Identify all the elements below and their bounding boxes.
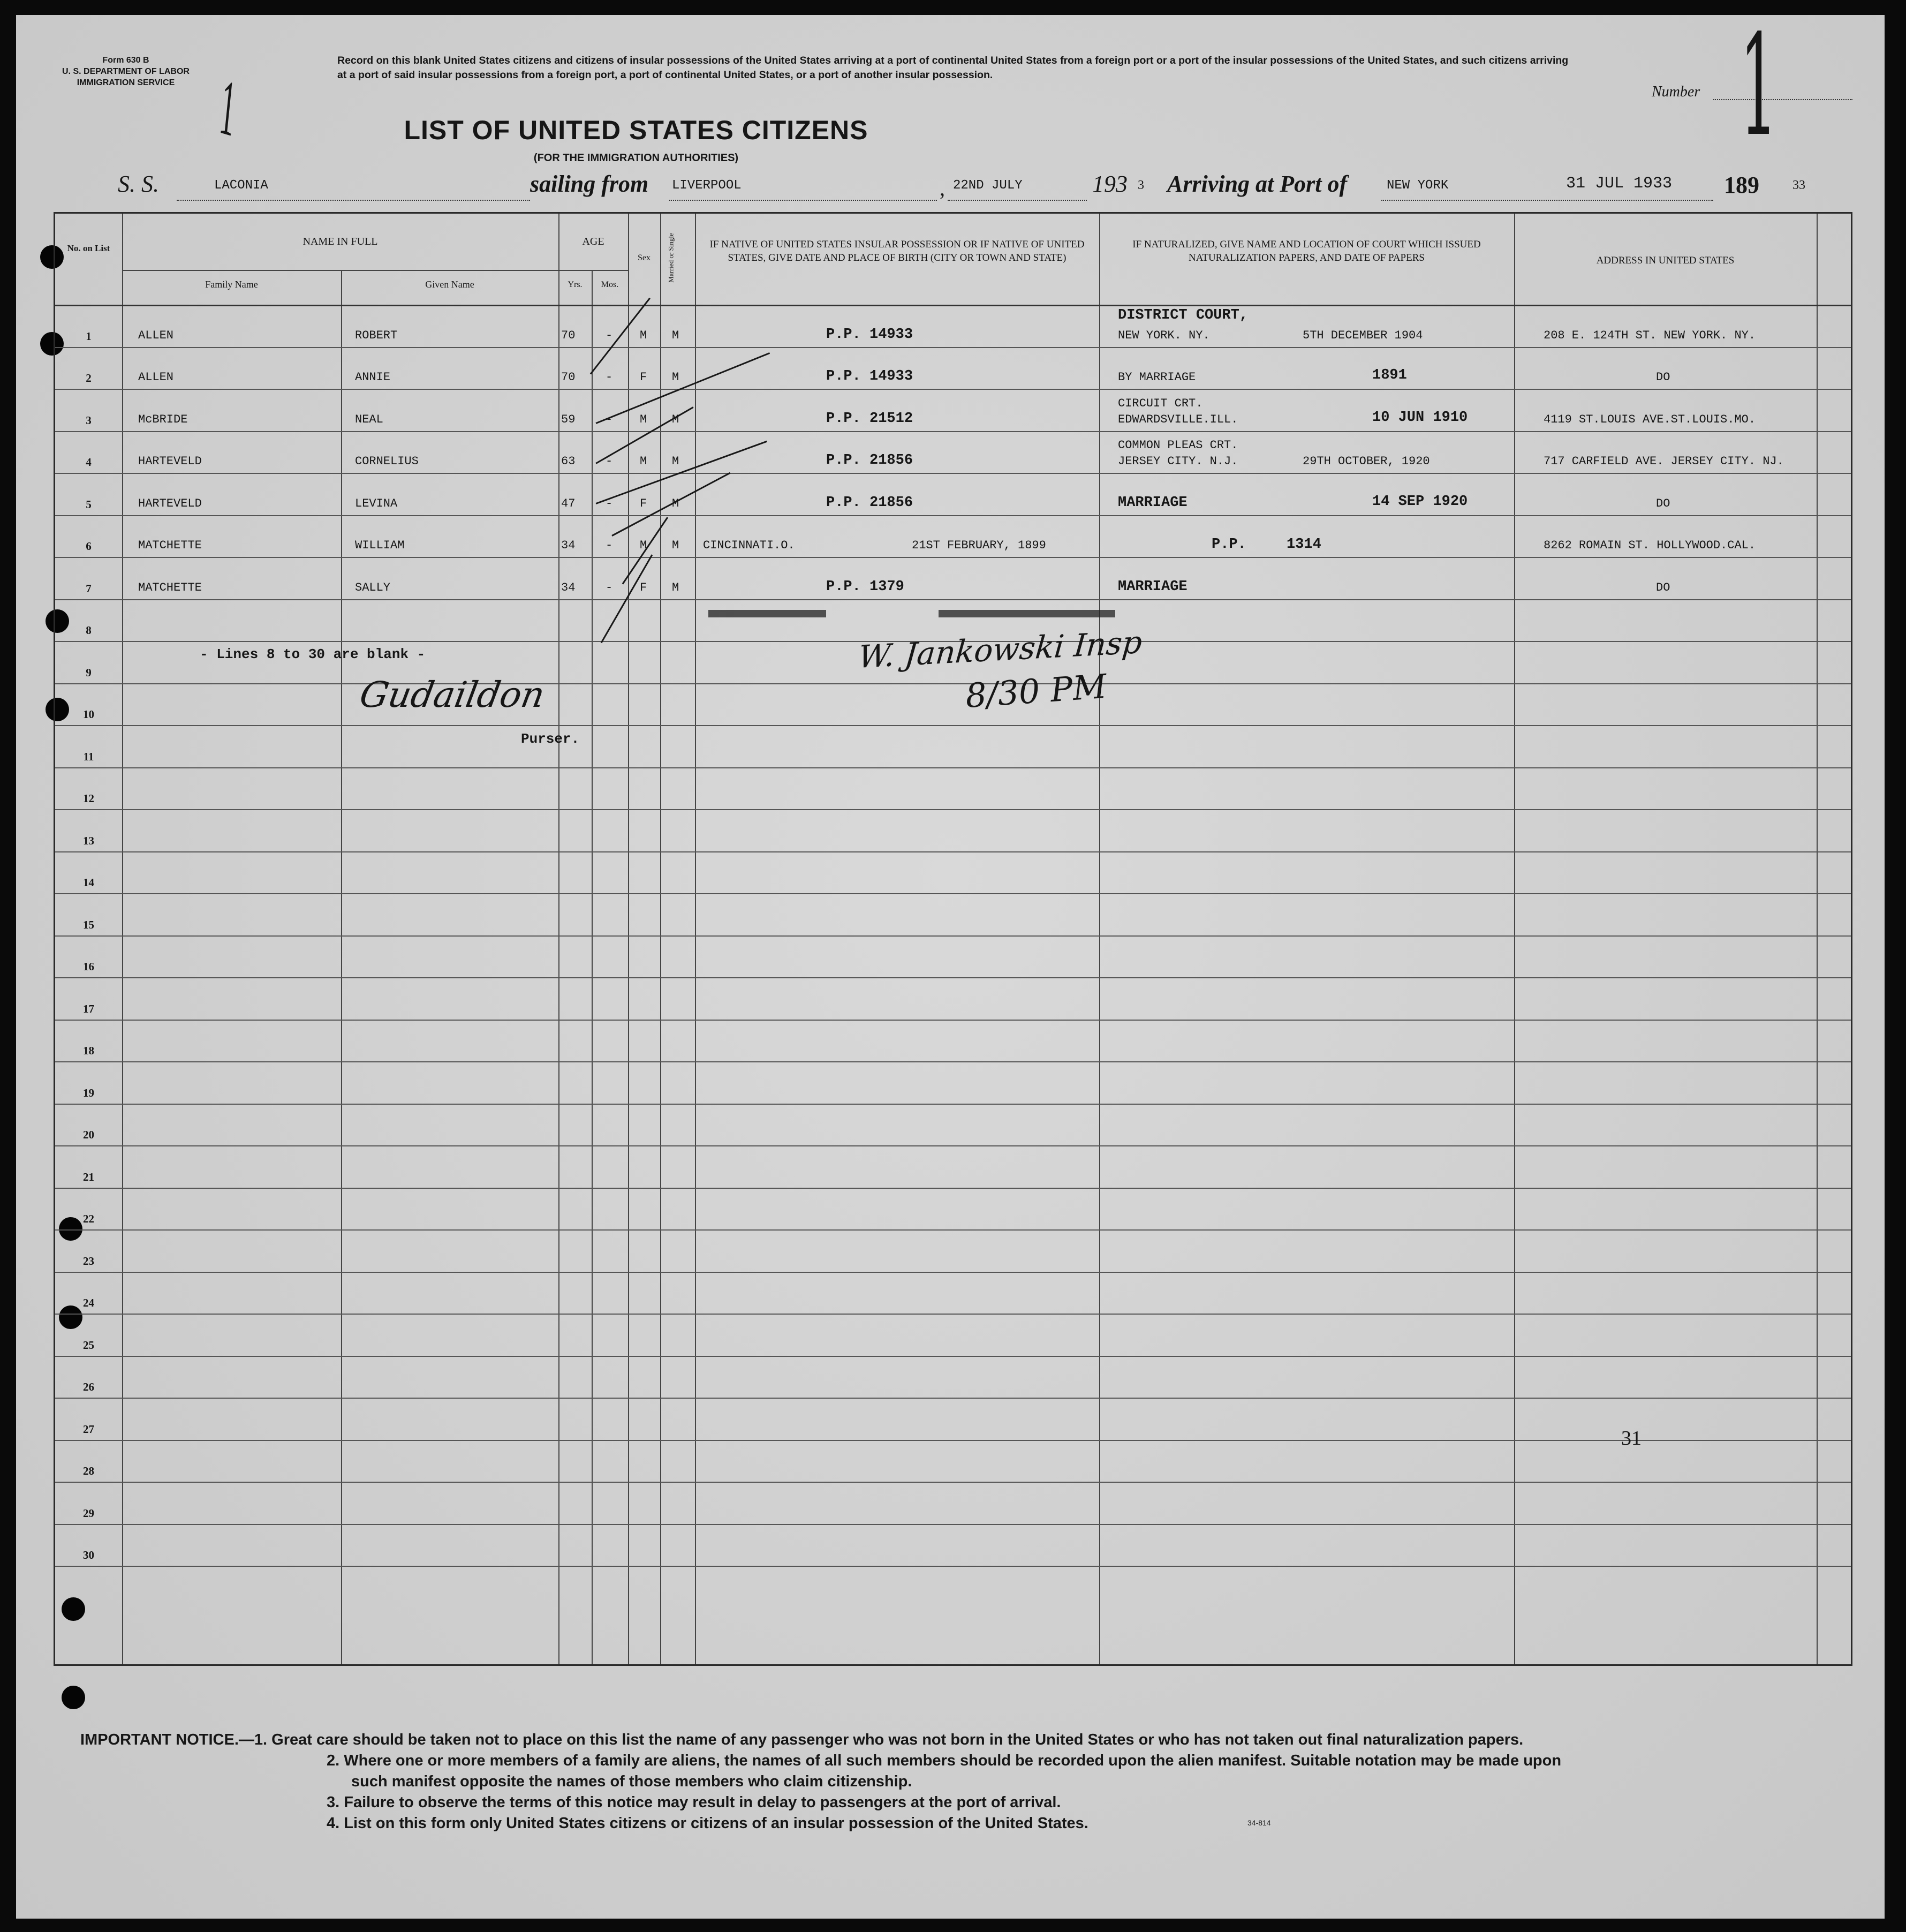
ship-name: LACONIA (214, 178, 268, 193)
row-line (55, 1356, 1851, 1357)
native-date-cell: 21ST FEBRUARY, 1899 (912, 539, 1046, 552)
sex-cell: M (640, 539, 647, 552)
line-number: 2 (86, 372, 92, 384)
corner-mark: 1 (219, 62, 237, 154)
comma: , (940, 176, 945, 200)
age-months-cell: - (606, 580, 613, 594)
court-location-cell: NEW YORK. NY. (1118, 328, 1210, 342)
form-id-block (37, 55, 214, 88)
row-line (55, 893, 1851, 894)
col-divider (341, 270, 342, 1664)
native-cell: P.P. 14933 (826, 326, 913, 343)
col-given: Given Name (425, 279, 474, 290)
given-name-cell: WILLIAM (355, 539, 405, 552)
marital-cell: M (672, 328, 679, 342)
form-title: LIST OF UNITED STATES CITIZENS (404, 115, 868, 145)
row-line (55, 515, 1851, 516)
line-number: 1 (86, 329, 92, 343)
year-prefix: 193 (1092, 171, 1128, 197)
col-age: AGE (582, 236, 604, 247)
col-name: NAME IN FULL (302, 236, 378, 247)
row-line (55, 473, 1851, 474)
native-cell: P.P. 21856 (826, 452, 913, 469)
notice-item-2: 2. Where one or more members of a family are aliens, the names of all such members should be recorded upon the alien manifest. Suitable notation may be made upon (327, 1752, 1562, 1769)
manifest-page (16, 15, 1885, 1919)
row-line (55, 1440, 1851, 1441)
line-number: 17 (83, 1002, 94, 1015)
court-date-cell: 5TH DECEMBER 1904 (1303, 328, 1423, 342)
row-line (55, 1482, 1851, 1483)
arriving-label: Arriving at Port of (1167, 171, 1348, 197)
age-sub-divider (558, 270, 628, 271)
year-suffix: 33 (1792, 178, 1805, 192)
arrival-stamp: 31 JUL 1933 (1566, 175, 1673, 193)
intro-text: Record on this blank United States citizens and citizens of insular possessions of the United States arriving at a port of continental United States from a foreign port or a port of the insular possessions of the United States, and such citizens arriving at a port of said insular possessions from a foreign port, a port of continental United States, or a port of another insular possession. (337, 55, 1569, 81)
sex-cell: M (640, 455, 647, 468)
print-code: 34-814 (1247, 1818, 1271, 1827)
native-cell: P.P. 21856 (826, 494, 913, 511)
number-line (1713, 99, 1852, 100)
row-line (55, 1061, 1851, 1062)
native-cell: P.P. 14933 (826, 368, 913, 384)
age-years-cell: 34 (561, 539, 576, 552)
court-location-cell: P.P. (1212, 537, 1246, 553)
col-native: IF NATIVE OF UNITED STATES INSULAR POSSESSION OR IF NATIVE OF UNITED STATES, GIVE DATE AND PLACE OF BIRTH (CITY OR TOWN AND STATE) (709, 239, 1085, 263)
address-cell: 208 E. 124TH ST. NEW YORK. NY. (1544, 328, 1756, 342)
address-cell: DO (1656, 580, 1670, 594)
given-name-cell: CORNELIUS (355, 455, 419, 468)
col-no: No. on List (67, 243, 110, 253)
row-line (55, 851, 1851, 852)
row-line (55, 1398, 1851, 1399)
address-cell: 8262 ROMAIN ST. HOLLYWOOD.CAL. (1544, 539, 1756, 552)
marital-cell: M (672, 455, 679, 468)
age-years-cell: 59 (561, 412, 576, 426)
row-line (55, 1229, 1851, 1231)
form-number: Form 630 B (102, 56, 149, 65)
court-date-cell: 1314 (1287, 537, 1321, 553)
year-printed: 189 (1724, 172, 1759, 198)
row-line (55, 1566, 1851, 1567)
address-cell: 4119 ST.LOUIS AVE.ST.LOUIS.MO. (1544, 412, 1756, 426)
age-years-cell: 34 (561, 580, 576, 594)
year-prefix-fill: 3 (1138, 178, 1144, 192)
line-number: 12 (83, 792, 94, 805)
line-number: 5 (86, 497, 92, 511)
line-number: 16 (83, 960, 94, 973)
court-date-cell: 29TH OCTOBER, 1920 (1303, 455, 1430, 468)
family-name-cell: HARTEVELD (138, 455, 202, 468)
notice-item-4: 4. List on this form only United States citizens or citizens of an insular possession of the United States. (327, 1815, 1088, 1832)
age-years-cell: 63 (561, 455, 576, 468)
given-name-cell: ANNIE (355, 371, 391, 384)
notice-item-1: 1. Great care should be taken not to place on this list the name of any passenger who was not born in the United States or who has not taken out final naturalization papers. (254, 1731, 1524, 1748)
strikeout (939, 610, 1115, 617)
page-mark: 31 (1621, 1427, 1642, 1450)
header-bottom (55, 305, 1851, 306)
address-cell: 717 CARFIELD AVE. JERSEY CITY. NJ. (1544, 455, 1784, 468)
native-cell: P.P. 1379 (826, 578, 904, 595)
given-name-cell: NEAL (355, 412, 383, 426)
family-name-cell: HARTEVELD (138, 496, 202, 510)
row-line (55, 725, 1851, 726)
given-name-cell: ROBERT (355, 328, 398, 342)
line-number: 9 (86, 666, 92, 679)
line-number: 7 (86, 582, 92, 595)
age-months-cell: - (606, 496, 613, 510)
court-location-cell: EDWARDSVILLE.ILL. (1118, 412, 1238, 426)
line-number: 22 (83, 1212, 94, 1225)
col-mos: Mos. (601, 280, 619, 289)
court-name-cell: CIRCUIT CRT. (1118, 396, 1203, 410)
court-location-cell: JERSEY CITY. N.J. (1118, 455, 1238, 468)
age-years-cell: 70 (561, 371, 576, 384)
sailing-label: sailing from (530, 171, 649, 197)
form-subtitle: (FOR THE IMMIGRATION AUTHORITIES) (533, 152, 739, 164)
col-sex: Sex (638, 253, 651, 262)
row-line (55, 557, 1851, 558)
court-location-cell: MARRIAGE (1118, 578, 1188, 595)
line-number: 28 (83, 1465, 94, 1477)
court-date-cell: 10 JUN 1910 (1372, 409, 1468, 426)
port-line (669, 200, 937, 201)
given-name-cell: SALLY (355, 580, 391, 594)
purser-label: Purser. (521, 731, 580, 747)
family-name-cell: McBRIDE (138, 412, 188, 426)
row-line (55, 389, 1851, 390)
service: IMMIGRATION SERVICE (77, 78, 175, 87)
col-married: Married or Single (667, 233, 675, 283)
department: U. S. DEPARTMENT OF LABOR (62, 67, 190, 76)
family-name-cell: MATCHETTE (138, 539, 202, 552)
name-sub-divider (122, 270, 558, 271)
row-line (55, 431, 1851, 432)
marital-cell: M (672, 371, 679, 384)
line-number: 3 (86, 413, 92, 427)
number-label: Number (1652, 84, 1700, 100)
row-line (55, 1188, 1851, 1189)
sail-date: 22ND JULY (953, 178, 1023, 193)
row-line (55, 809, 1851, 810)
notice-item-3: 3. Failure to observe the terms of this notice may result in delay to passengers at the port of arrival. (327, 1794, 1061, 1811)
inspector-time: 8/30 PM (964, 666, 1108, 716)
family-name-cell: ALLEN (138, 328, 174, 342)
native-cell: CINCINNATI.O. (703, 539, 795, 552)
notice-item-2-cont: such manifest opposite the names of those members who claim citizenship. (351, 1773, 912, 1790)
line-number: 30 (83, 1549, 94, 1561)
row-line (55, 1524, 1851, 1525)
given-name-cell: LEVINA (355, 496, 398, 510)
row-line (55, 347, 1851, 348)
date-line (948, 200, 1087, 201)
line-number: 10 (83, 708, 94, 721)
court-name-cell: DISTRICT COURT, (1118, 307, 1249, 323)
important-notice: IMPORTANT NOTICE.—1. Great care should be taken not to place on this list the name of any passenger who was not born in the United States or who has not taken out final naturalization papers. 2. Where one or more members of a family are aliens, the names of all such members should be recorded upon the alien manifest. Suitable notation may be made upon such manifest opposite the names of those members who claim citizenship. 3. Failure to observe the terms of this notice may result in delay to passengers at the port of arrival. 4. List on this form only United States citizens or citizens of an insular possession of the United States. (80, 1730, 1847, 1834)
court-location-cell: MARRIAGE (1118, 494, 1188, 511)
line-number: 25 (83, 1338, 94, 1352)
punch-hole (62, 1686, 85, 1709)
line-number: 8 (86, 624, 92, 637)
arrival-line (1381, 200, 1713, 201)
native-cell: P.P. 21512 (826, 410, 913, 427)
row-line (55, 935, 1851, 937)
row-line (55, 683, 1851, 684)
row-line (55, 977, 1851, 978)
line-number: 11 (83, 750, 94, 763)
row-line (55, 1314, 1851, 1315)
age-years-cell: 47 (561, 496, 576, 510)
ship-line (177, 200, 530, 201)
line-number: 24 (83, 1296, 94, 1309)
row-line (55, 1145, 1851, 1146)
row-line (55, 1104, 1851, 1105)
sex-cell: F (640, 580, 647, 594)
col-address: ADDRESS IN UNITED STATES (1596, 255, 1735, 266)
marital-cell: M (672, 412, 679, 426)
line-number: 21 (83, 1170, 94, 1183)
col-yrs: Yrs. (568, 280, 583, 289)
line-number: 18 (83, 1044, 94, 1057)
blank-note: - Lines 8 to 30 are blank - (200, 646, 426, 662)
age-months-cell: - (606, 455, 613, 468)
line-number: 20 (83, 1128, 94, 1141)
age-months-cell: - (606, 412, 613, 426)
age-months-cell: - (606, 371, 613, 384)
family-name-cell: ALLEN (138, 371, 174, 384)
line-number: 27 (83, 1422, 94, 1436)
inspector-signature: W. Jankowski Insp (857, 623, 1144, 676)
purser-signature: Gudaildon (357, 674, 548, 715)
court-location-cell: BY MARRIAGE (1118, 371, 1196, 384)
col-family: Family Name (205, 279, 258, 290)
age-years-cell: 70 (561, 328, 576, 342)
row-line (55, 599, 1851, 600)
check-mark (611, 472, 730, 537)
sex-cell: M (640, 412, 647, 426)
court-date-cell: 14 SEP 1920 (1372, 493, 1468, 510)
line-number: 26 (83, 1380, 94, 1393)
notice-label: IMPORTANT NOTICE. (80, 1731, 239, 1748)
ss-label: S. S. (118, 171, 159, 197)
sex-cell: F (640, 371, 647, 384)
marital-cell: M (672, 580, 679, 594)
line-number: 15 (83, 918, 94, 931)
row-line (55, 1272, 1851, 1273)
age-months-cell: - (606, 539, 613, 552)
line-number: 29 (83, 1506, 94, 1520)
col-naturalized: IF NATURALIZED, GIVE NAME AND LOCATION OF COURT WHICH ISSUED NATURALIZATION PAPERS, AND DATE OF PAPERS (1132, 239, 1481, 263)
line-number: 4 (86, 456, 92, 469)
arrival-port: NEW YORK (1387, 178, 1449, 193)
number-value: 1 (1740, 15, 1778, 167)
marital-cell: M (672, 496, 679, 510)
col-divider (592, 270, 593, 1664)
line-number: 13 (83, 834, 94, 847)
sex-cell: F (640, 496, 647, 510)
row-line (55, 767, 1851, 768)
address-cell: DO (1656, 496, 1670, 510)
line-number: 6 (86, 540, 92, 553)
marital-cell: M (672, 539, 679, 552)
court-date-cell: 1891 (1372, 367, 1407, 383)
row-line (55, 1020, 1851, 1021)
port-from: LIVERPOOL (672, 178, 742, 193)
sex-cell: M (640, 328, 647, 342)
age-months-cell: - (606, 328, 613, 342)
line-number: 23 (83, 1254, 94, 1267)
court-name-cell: COMMON PLEAS CRT. (1118, 439, 1238, 452)
line-number: 19 (83, 1086, 94, 1099)
family-name-cell: MATCHETTE (138, 580, 202, 594)
passenger-table (54, 212, 1852, 1666)
line-number: 14 (83, 876, 94, 889)
address-cell: DO (1656, 371, 1670, 384)
strikeout (708, 610, 826, 617)
